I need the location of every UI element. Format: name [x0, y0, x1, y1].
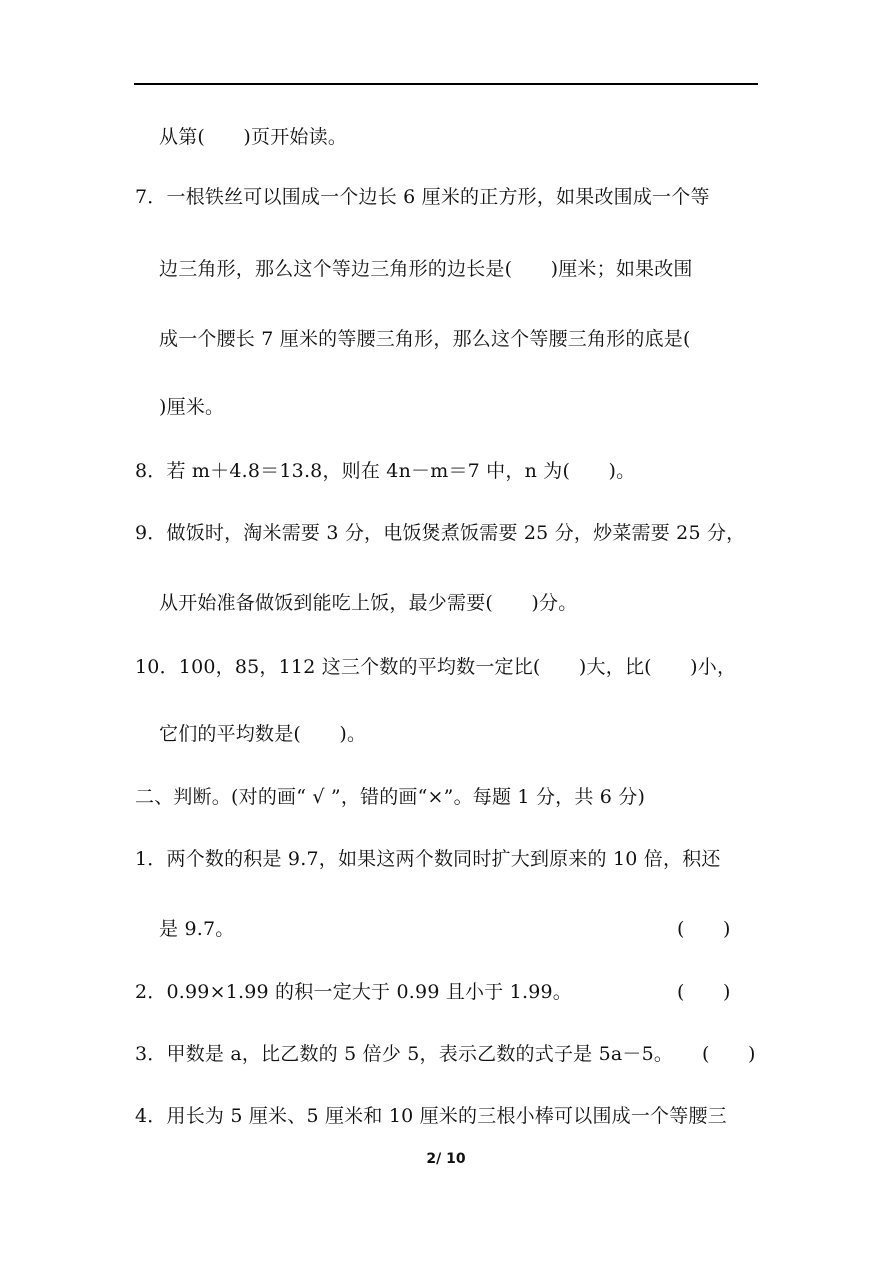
judge-1-line-1: 1．两个数的积是 9.7，如果这两个数同时扩大到原来的 10 倍，积还 — [135, 848, 721, 870]
question-8: 8．若 m＋4.8＝13.8，则在 4n－m＝7 中，n 为( )。 — [135, 460, 636, 482]
judge-3: 3．甲数是 a，比乙数的 5 倍少 5，表示乙数的式子是 5a－5。 — [135, 1043, 674, 1065]
question-7-line-2: 边三角形，那么这个等边三角形的边长是( )厘米；如果改围 — [159, 258, 693, 280]
question-9-line-2: 从开始准备做饭到能吃上饭，最少需要( )分。 — [159, 592, 578, 614]
question-7-line-4: )厘米。 — [159, 396, 225, 418]
page-number: 2/ 10 — [426, 1151, 466, 1167]
judge-4-line-1: 4．用长为 5 厘米、5 厘米和 10 厘米的三根小棒可以围成一个等腰三 — [135, 1105, 727, 1127]
question-10-line-2: 它们的平均数是( )。 — [159, 723, 367, 745]
judge-2: 2．0.99×1.99 的积一定大于 0.99 且小于 1.99。 — [135, 981, 572, 1003]
judge-3-answer-bracket: ( ) — [702, 1043, 756, 1065]
section-2-heading: 二、判断。(对的画“ √ ”，错的画“×”。每题 1 分，共 6 分) — [135, 786, 646, 808]
judge-1-answer-bracket: ( ) — [677, 918, 731, 940]
q6-continuation: 从第( )页开始读。 — [159, 126, 348, 148]
question-7-line-1: 7．一根铁丝可以围成一个边长 6 厘米的正方形，如果改围成一个等 — [135, 186, 710, 208]
question-9-line-1: 9．做饭时，淘米需要 3 分，电饭煲煮饭需要 25 分，炒菜需要 25 分， — [135, 522, 746, 544]
judge-1-line-2: 是 9.7。 — [159, 918, 235, 940]
question-10-line-1: 10．100，85，112 这三个数的平均数一定比( )大，比( )小， — [135, 656, 737, 678]
question-7-line-3: 成一个腰长 7 厘米的等腰三角形，那么这个等腰三角形的底是( — [159, 328, 691, 350]
header-rule — [134, 83, 758, 85]
judge-2-answer-bracket: ( ) — [677, 981, 731, 1003]
